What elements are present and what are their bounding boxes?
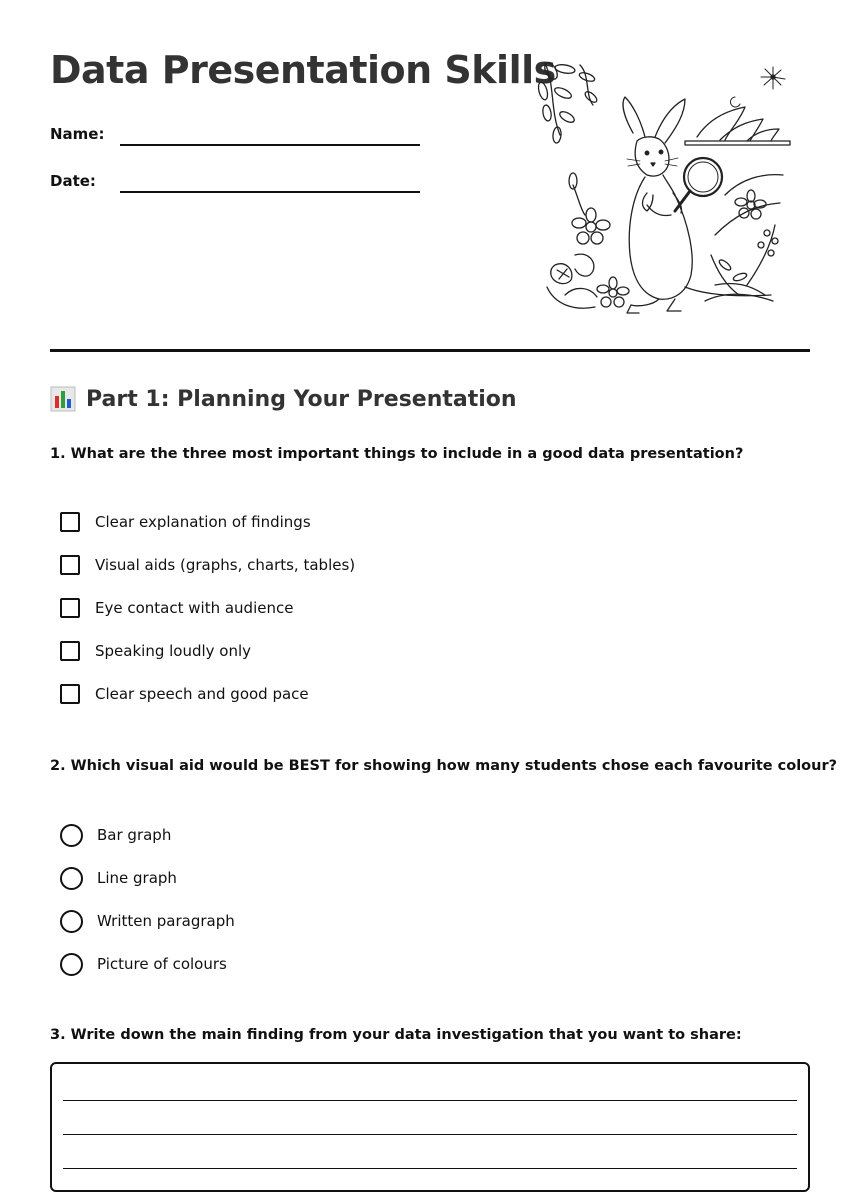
answer-box[interactable] [50,1062,810,1192]
answer-line[interactable] [63,1168,797,1169]
page-title: Data Presentation Skills [50,48,556,92]
option-label: Visual aids (graphs, charts, tables) [95,556,356,574]
radio-button[interactable] [60,867,83,890]
name-line[interactable] [120,144,420,146]
q1-option-2[interactable] [60,552,355,578]
date-label: Date: [50,172,96,190]
question-2: 2. Which visual aid would be BEST for showing how many students chose each favourite colour? [50,758,838,774]
part1-heading [50,386,517,412]
q2-option-1[interactable] [60,822,171,848]
q2-option-3[interactable] [60,908,235,934]
q2-option-4[interactable] [60,951,227,977]
checkbox[interactable] [60,555,80,575]
option-label: Eye contact with audience [95,599,294,617]
radio-button[interactable] [60,953,83,976]
q1-option-1[interactable] [60,509,311,535]
checkbox[interactable] [60,684,80,704]
date-line[interactable] [120,191,420,193]
q1-option-5[interactable] [60,681,309,707]
option-label: Bar graph [97,826,172,844]
date-field[interactable] [50,164,422,194]
question-3: 3. Write down the main finding from your data investigation that you want to share: [50,1027,742,1043]
radio-button[interactable] [60,910,83,933]
option-label: Picture of colours [97,955,227,973]
checkbox[interactable] [60,598,80,618]
radio-button[interactable] [60,824,83,847]
name-field[interactable] [50,117,422,147]
option-label: Written paragraph [97,912,235,930]
question-1: 1. What are the three most important things to include in a good data presentation? [50,446,744,462]
checkbox[interactable] [60,512,80,532]
name-label: Name: [50,125,105,143]
option-label: Clear explanation of findings [95,513,311,531]
q1-option-4[interactable] [60,638,251,664]
option-label: Clear speech and good pace [95,685,309,703]
part1-title: Part 1: Planning Your Presentation [86,386,517,412]
header-divider [50,349,810,352]
q2-option-2[interactable] [60,865,177,891]
answer-line[interactable] [63,1134,797,1135]
kangaroo-illustration [535,55,795,320]
bar-chart-icon [50,386,76,412]
q1-option-3[interactable] [60,595,293,621]
answer-line[interactable] [63,1100,797,1101]
option-label: Speaking loudly only [95,642,252,660]
checkbox[interactable] [60,641,80,661]
option-label: Line graph [97,869,177,887]
